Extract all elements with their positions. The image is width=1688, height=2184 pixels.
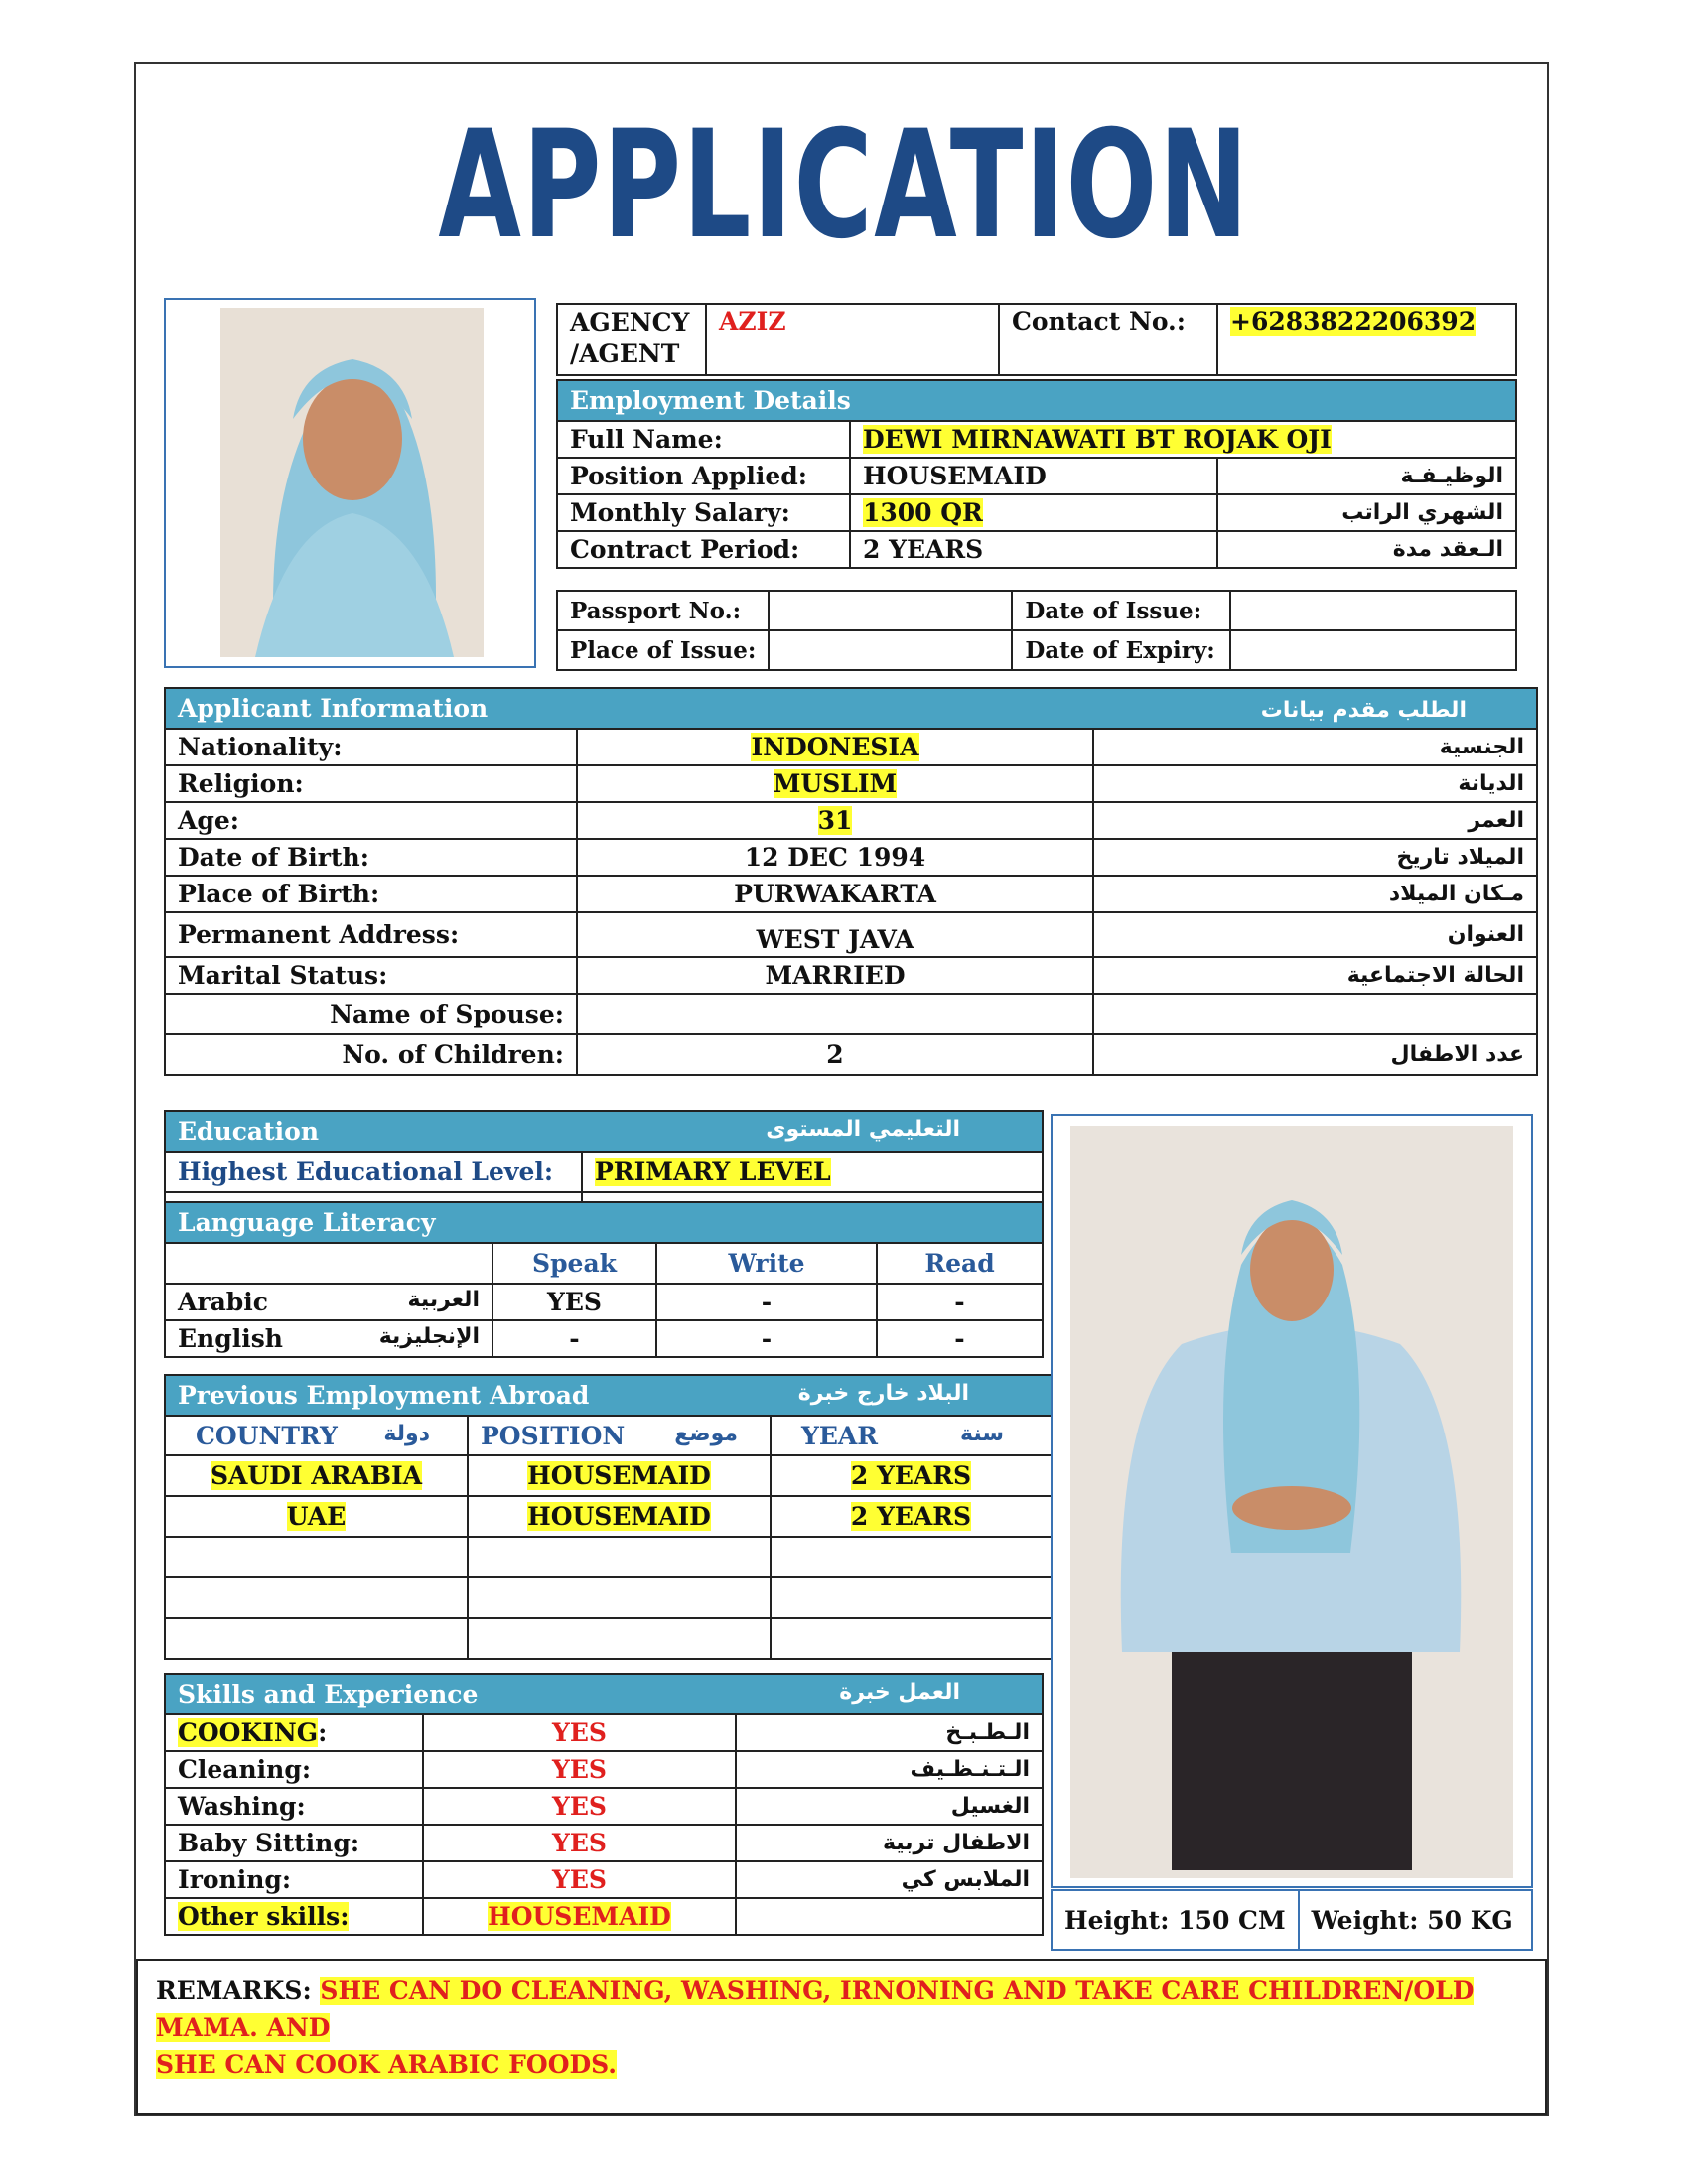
dob-label: Date of Birth:: [165, 839, 577, 876]
religion-arabic: الديانة: [1093, 765, 1537, 802]
height-value: Height: 150 CM: [1052, 1890, 1299, 1950]
place-issue-label: Place of Issue:: [557, 630, 769, 670]
dob-value: 12 DEC 1994: [577, 839, 1093, 876]
education-header-arabic: التعليمي المستوى: [766, 1117, 960, 1142]
place-issue-value: [769, 630, 1012, 670]
children-value: 2: [577, 1034, 1093, 1075]
passport-no-value: [769, 591, 1012, 630]
skill-washing-label: Washing:: [165, 1788, 423, 1825]
address-arabic: العنوان: [1093, 912, 1537, 957]
skill-ironing-arabic: الملابس كي: [736, 1861, 1043, 1898]
applicant-info-header-arabic: الطلب مقدم بيانات: [1260, 698, 1467, 723]
other-skills-value: HOUSEMAID: [488, 1902, 671, 1931]
skill-washing-arabic: الغسيل: [736, 1788, 1043, 1825]
education-level-value: PRIMARY LEVEL: [595, 1158, 831, 1186]
agency-table: [556, 303, 1517, 376]
pob-value: PURWAKARTA: [577, 876, 1093, 912]
employment-details-table: [556, 379, 1517, 569]
agency-value: AZIZ: [706, 304, 999, 375]
full-name-value: DEWI MIRNAWATI BT ROJAK OJI: [863, 425, 1332, 454]
full-name-label: Full Name:: [557, 421, 850, 458]
passport-table: [556, 590, 1517, 671]
education-table: [164, 1110, 1044, 1205]
marital-label: Marital Status:: [165, 957, 577, 994]
body-measurements-table: [1051, 1889, 1533, 1951]
col-speak: Speak: [492, 1243, 656, 1284]
age-arabic: العمر: [1093, 802, 1537, 839]
arabic-write: -: [656, 1284, 877, 1320]
skill-cleaning-arabic: الـتـنـظـيف: [736, 1751, 1043, 1788]
marital-value: MARRIED: [577, 957, 1093, 994]
full-body-image: [1053, 1116, 1531, 1886]
weight-value: Weight: 50 KG: [1299, 1890, 1532, 1950]
address-label: Permanent Address:: [165, 912, 577, 957]
prev-country-1: SAUDI ARABIA: [210, 1461, 423, 1490]
applicant-full-photo: [1051, 1114, 1533, 1888]
skill-babysitting-label: Baby Sitting:: [165, 1825, 423, 1861]
age-value: 31: [817, 806, 853, 835]
salary-arabic: الشهري الراتب: [1217, 494, 1516, 531]
religion-value: MUSLIM: [773, 769, 898, 798]
applicant-info-header: Applicant Information: [165, 688, 1093, 729]
spouse-label: Name of Spouse:: [165, 994, 577, 1034]
prev-position-1: HOUSEMAID: [527, 1461, 711, 1490]
previous-header-label: Previous Employment Abroad: [178, 1381, 590, 1410]
skill-cleaning-label: Cleaning:: [165, 1751, 423, 1788]
previous-employment-table: [164, 1374, 1053, 1660]
skills-header: [165, 1674, 1043, 1714]
children-arabic: عدد الاطفال: [1093, 1034, 1537, 1075]
arabic-read: -: [877, 1284, 1043, 1320]
contract-label: Contract Period:: [557, 531, 850, 568]
skill-cleaning-value: YES: [423, 1751, 736, 1788]
position-value: HOUSEMAID: [850, 458, 1217, 494]
education-header-label: Education: [178, 1117, 320, 1146]
salary-value: 1300 QR: [863, 498, 983, 527]
nationality-value: INDONESIA: [751, 733, 919, 761]
education-header: [165, 1111, 1043, 1152]
skill-cooking-arabic: الـطـبـخ: [736, 1714, 1043, 1751]
agency-label: AGENCY /AGENT: [557, 304, 706, 375]
salary-label: Monthly Salary:: [557, 494, 850, 531]
col-read: Read: [877, 1243, 1043, 1284]
skills-table: [164, 1673, 1044, 1936]
skill-cooking-label: COOKING:: [165, 1714, 423, 1751]
previous-header-arabic: البلاد خارج خبرة: [797, 1381, 969, 1406]
pob-label: Place of Birth:: [165, 876, 577, 912]
pob-arabic: مـكان الميلاد: [1093, 876, 1537, 912]
marital-arabic: الحالة الاجتماعية: [1093, 957, 1537, 994]
nationality-arabic: الجنسية: [1093, 729, 1537, 765]
other-skills-label: Other skills:: [178, 1902, 350, 1931]
prev-year-1: 2 YEARS: [850, 1461, 972, 1490]
prev-year-2: 2 YEARS: [850, 1502, 972, 1531]
page-title: APPLICATION: [438, 99, 1250, 272]
children-label: No. of Children:: [165, 1034, 577, 1075]
col-write: Write: [656, 1243, 877, 1284]
remarks-label: REMARKS:: [156, 1977, 312, 2005]
skill-babysitting-arabic: الاطفال تربية: [736, 1825, 1043, 1861]
skill-babysitting-value: YES: [423, 1825, 736, 1861]
position-label: Position Applied:: [557, 458, 850, 494]
language-table: [164, 1201, 1044, 1358]
address-value: WEST JAVA: [577, 912, 1093, 957]
contact-value: +6283822206392: [1230, 307, 1477, 336]
age-label: Age:: [165, 802, 577, 839]
date-issue-label: Date of Issue:: [1012, 591, 1230, 630]
col-position: POSITION موضع: [468, 1416, 771, 1455]
portrait-image: [166, 300, 534, 666]
remarks-line1: SHE CAN DO CLEANING, WASHING, IRNONING AND TAKE CARE CHILDREN/OLD MAMA. AND: [156, 1977, 1475, 2042]
date-issue-value: [1230, 591, 1516, 630]
applicant-portrait-photo: [164, 298, 536, 668]
language-header: Language Literacy: [165, 1202, 1043, 1243]
skill-ironing-label: Ironing:: [165, 1861, 423, 1898]
skills-header-label: Skills and Experience: [178, 1680, 479, 1708]
prev-country-2: UAE: [286, 1502, 347, 1531]
employment-details-header: Employment Details: [557, 380, 1516, 421]
english-write: -: [656, 1320, 877, 1357]
skill-ironing-value: YES: [423, 1861, 736, 1898]
lang-arabic: Arabic العربية: [165, 1284, 492, 1320]
religion-label: Religion:: [165, 765, 577, 802]
nationality-label: Nationality:: [165, 729, 577, 765]
date-expiry-label: Date of Expiry:: [1012, 630, 1230, 670]
english-speak: -: [492, 1320, 656, 1357]
english-read: -: [877, 1320, 1043, 1357]
dob-arabic: الميلاد تاريخ: [1093, 839, 1537, 876]
prev-position-2: HOUSEMAID: [527, 1502, 711, 1531]
skills-header-arabic: العمل خبرة: [839, 1680, 960, 1705]
position-arabic: الوظيـفـة: [1217, 458, 1516, 494]
applicant-info-table: [164, 687, 1538, 1076]
remarks-line2: SHE CAN COOK ARABIC FOODS.: [156, 2050, 618, 2079]
spouse-value: [577, 994, 1093, 1034]
date-expiry-value: [1230, 630, 1516, 670]
arabic-speak: YES: [492, 1284, 656, 1320]
contact-label: Contact No.:: [999, 304, 1217, 375]
contract-value: 2 YEARS: [850, 531, 1217, 568]
skill-washing-value: YES: [423, 1788, 736, 1825]
education-level-label: Highest Educational Level:: [165, 1152, 582, 1192]
remarks-box: [136, 1959, 1547, 2115]
col-country: COUNTRY دولة: [165, 1416, 468, 1455]
previous-header: [165, 1375, 1052, 1416]
col-year: YEAR سنة: [771, 1416, 1052, 1455]
contract-arabic: الـعقد مدة: [1217, 531, 1516, 568]
passport-no-label: Passport No.:: [557, 591, 769, 630]
skill-cooking-value: YES: [423, 1714, 736, 1751]
lang-english: English الإنجليزية: [165, 1320, 492, 1357]
